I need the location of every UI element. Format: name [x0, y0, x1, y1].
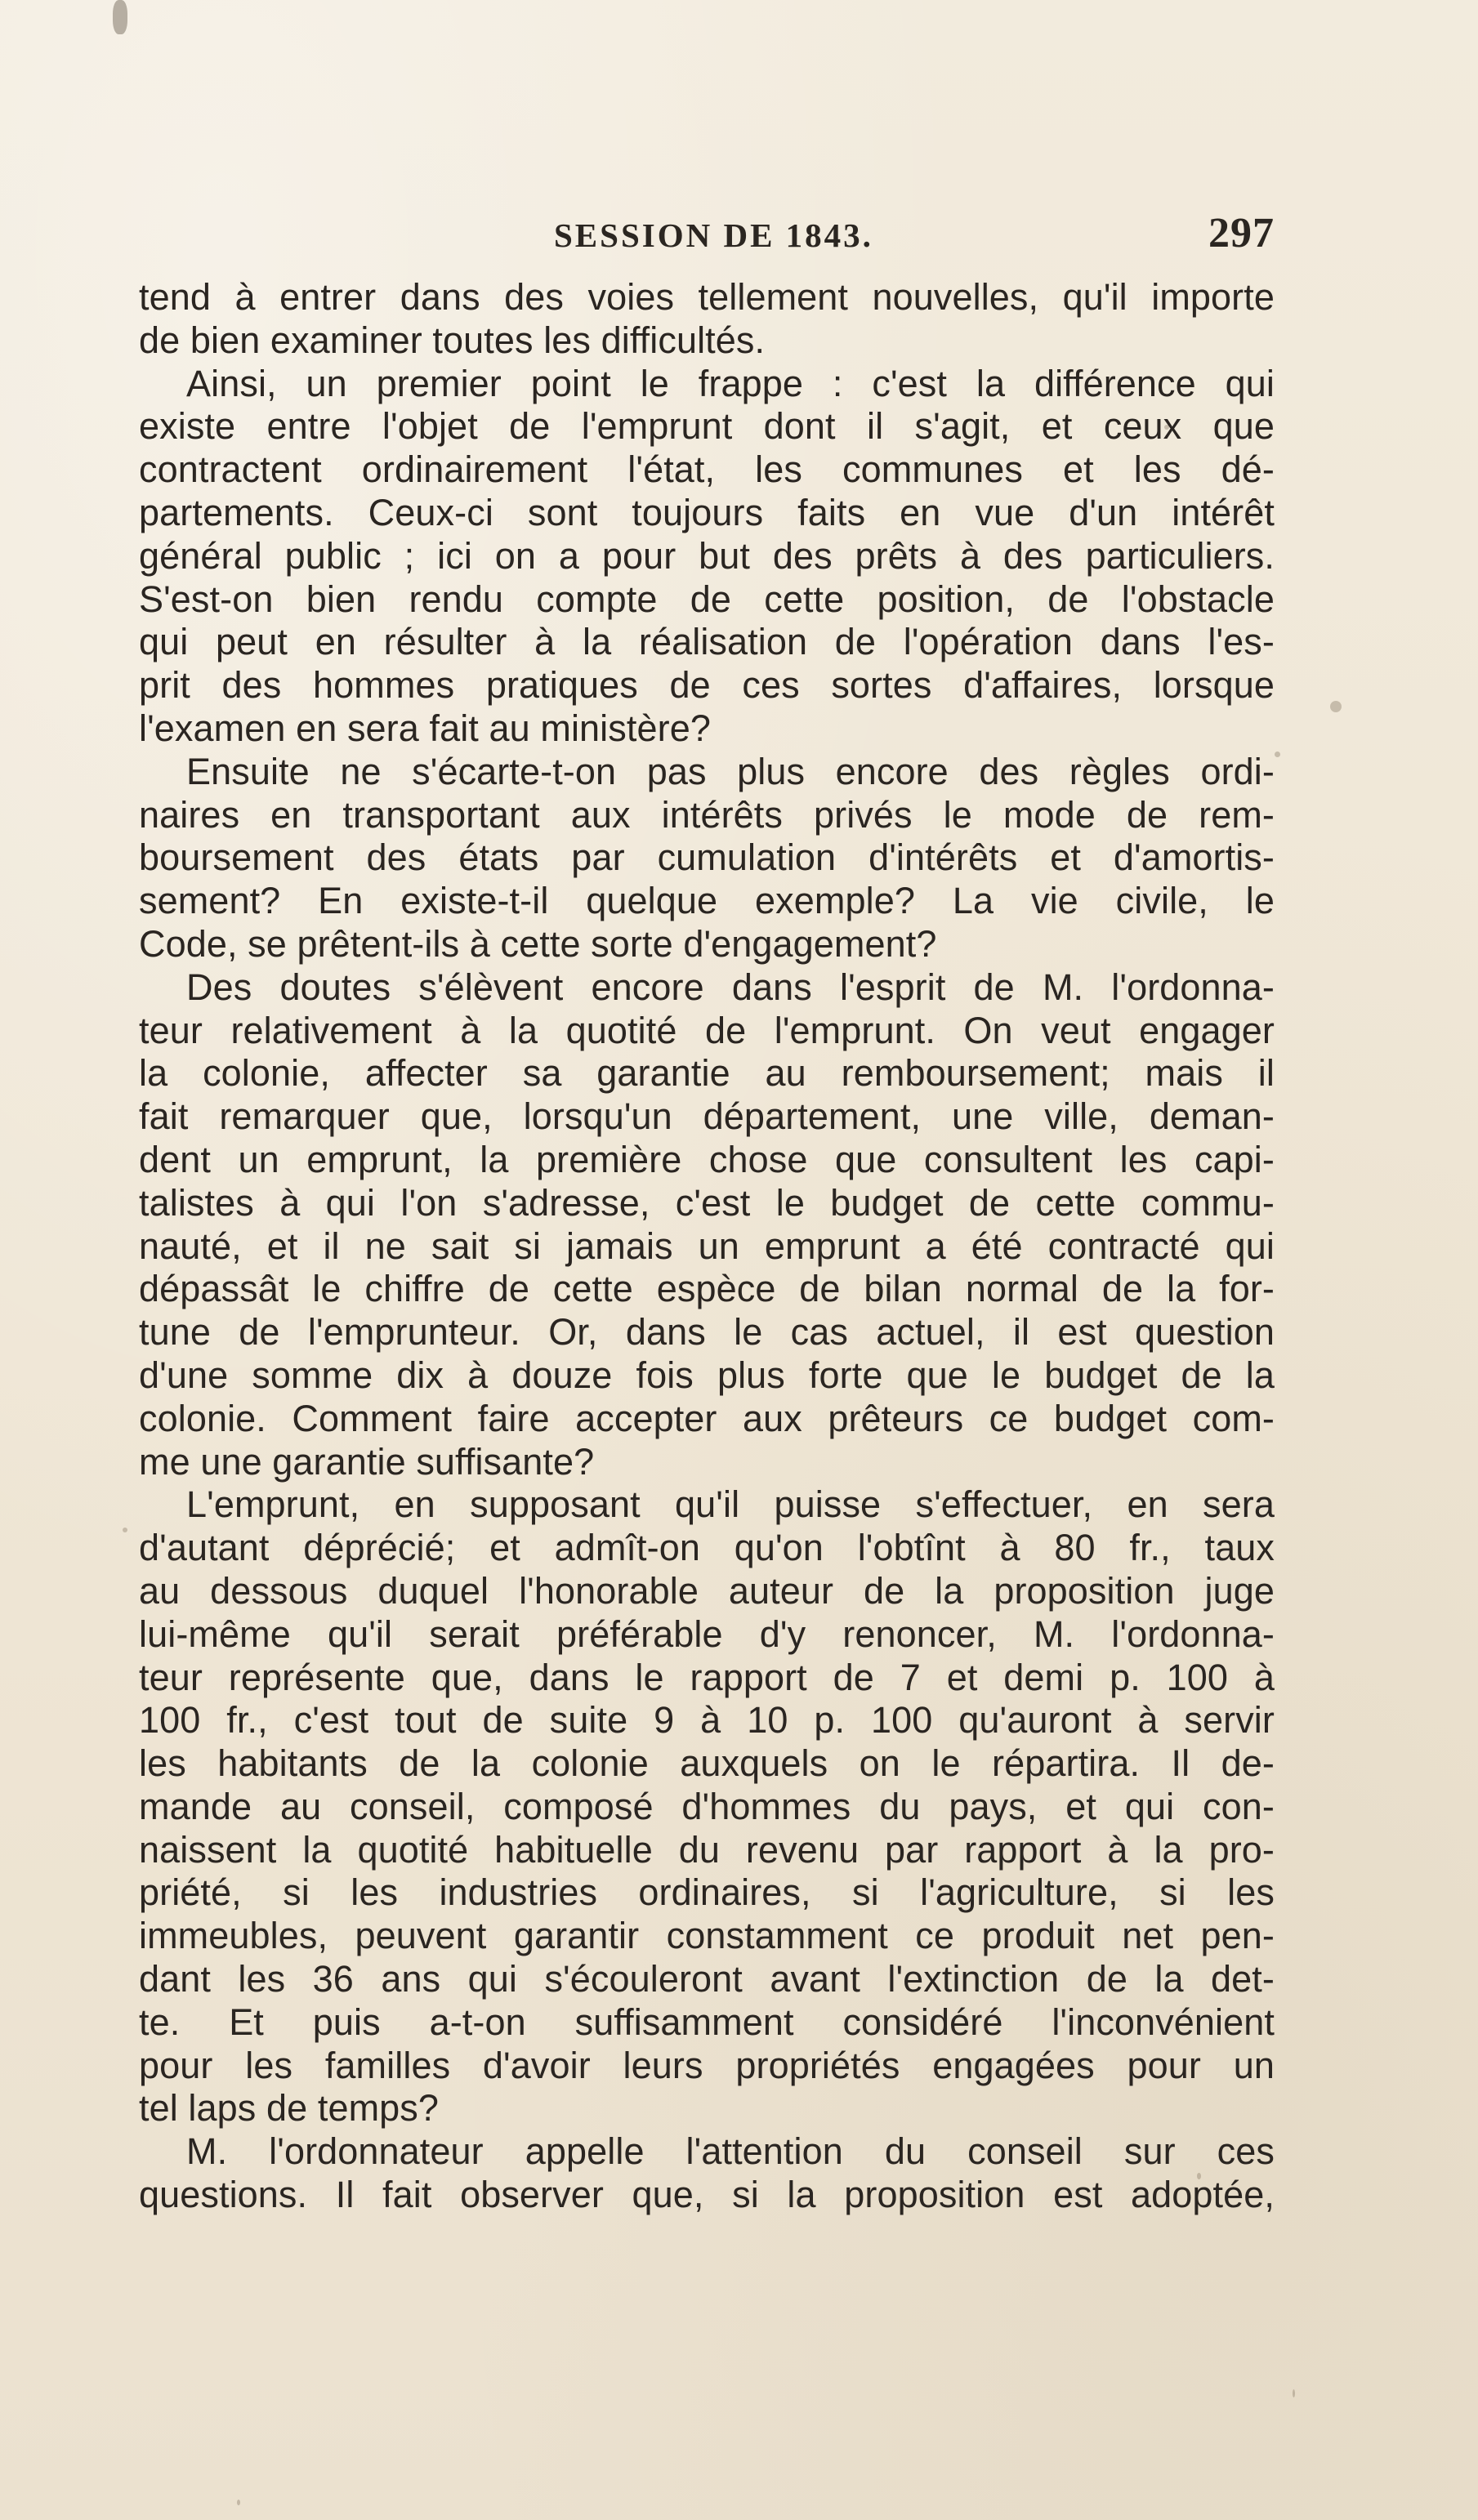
- text-line: questions. Il fait observer que, si la proposition est adoptée,: [139, 2174, 1275, 2216]
- text-line: pour les familles d'avoir leurs propriétés engagées pour un: [139, 2044, 1275, 2086]
- text-line: Code, se prêtent-ils à cette sorte d'engagement?: [139, 922, 937, 965]
- text-line: naires en transportant aux intérêts privés le mode de rem-: [139, 793, 1275, 836]
- text-line: au dessous duquel l'honorable auteur de la proposition juge: [139, 1569, 1275, 1612]
- ink-spot: [1330, 701, 1342, 712]
- body-text: [139, 276, 1275, 2217]
- text-line: partements. Ceux-ci sont toujours faits en vue d'un intérêt: [139, 491, 1275, 533]
- text-line: l'examen en sera fait au ministère?: [139, 707, 711, 749]
- text-line: dépassât le chiffre de cette espèce de bilan normal de la for-: [139, 1268, 1275, 1310]
- text-line: contractent ordinairement l'état, les communes et les dé-: [139, 448, 1275, 491]
- text-line: les habitants de la colonie auxquels on le répartira. Il de-: [139, 1742, 1275, 1785]
- text-line: priété, si les industries ordinaires, si l'agriculture, si les: [139, 1871, 1275, 1914]
- ink-spot: [1275, 752, 1280, 757]
- text-line: général public ; ici on a pour but des prêts à des particuliers.: [139, 534, 1275, 577]
- text-line: naissent la quotité habituelle du revenu par rapport à la pro-: [139, 1828, 1275, 1871]
- text-line: de bien examiner toutes les difficultés.: [139, 319, 766, 361]
- text-line: L'emprunt, en supposant qu'il puisse s'effectuer, en sera: [186, 1483, 1275, 1526]
- text-line: 100 fr., c'est tout de suite 9 à 10 p. 100 qu'auront à servir: [139, 1699, 1275, 1742]
- ink-spot: [237, 2500, 240, 2505]
- text-line: me une garantie suffisante?: [139, 1440, 595, 1483]
- text-line: d'autant déprécié; et admît-on qu'on l'obtînt à 80 fr., taux: [139, 1527, 1275, 1569]
- text-line: tel laps de temps?: [139, 2087, 440, 2130]
- text-line: prit des hommes pratiques de ces sortes d'affaires, lorsque: [139, 664, 1275, 707]
- text-line: talistes à qui l'on s'adresse, c'est le budget de cette commu-: [139, 1181, 1275, 1224]
- text-line: la colonie, affecter sa garantie au remboursement; mais il: [139, 1052, 1275, 1095]
- text-line: nauté, et il ne sait si jamais un emprunt a été contracté qui: [139, 1224, 1275, 1267]
- ink-spot: [123, 1528, 127, 1532]
- text-line: boursement des états par cumulation d'intérêts et d'amortis-: [139, 836, 1275, 879]
- text-line: te. Et puis a-t-on suffisamment considéré l'inconvénient: [139, 2000, 1275, 2043]
- text-line: tune de l'emprunteur. Or, dans le cas actuel, il est question: [139, 1311, 1275, 1354]
- text-line: teur relativement à la quotité de l'emprunt. On veut engager: [139, 1009, 1275, 1051]
- text-line: tend à entrer dans des voies tellement nouvelles, qu'il importe: [139, 276, 1275, 318]
- text-line: S'est-on bien rendu compte de cette position, de l'obstacle: [139, 578, 1275, 620]
- text-line: colonie. Comment faire accepter aux prêteurs ce budget com-: [139, 1397, 1275, 1439]
- text-line: dant les 36 ans qui s'écouleront avant l'extinction de la det-: [139, 1958, 1275, 2000]
- text-line: Ensuite ne s'écarte-t-on pas plus encore des règles ordi-: [186, 750, 1275, 792]
- text-line: existe entre l'objet de l'emprunt dont il s'agit, et ceux que: [139, 405, 1275, 448]
- text-line: Ainsi, un premier point le frappe : c'est la différence qui: [186, 362, 1275, 404]
- text-line: lui-même qu'il serait préférable d'y renoncer, M. l'ordonna-: [139, 1612, 1275, 1655]
- text-line: mande au conseil, composé d'hommes du pays, et qui con-: [139, 1785, 1275, 1827]
- text-line: Des doutes s'élèvent encore dans l'esprit de M. l'ordonna-: [186, 966, 1275, 1008]
- page-number: 297: [1208, 210, 1275, 256]
- text-line: dent un emprunt, la première chose que consultent les capi-: [139, 1138, 1275, 1180]
- text-line: qui peut en résulter à la réalisation de l'opération dans l'es-: [139, 621, 1275, 663]
- text-line: d'une somme dix à douze fois plus forte que le budget de la: [139, 1354, 1275, 1396]
- running-head-title: SESSION DE 1843.: [554, 216, 873, 254]
- text-line: M. l'ordonnateur appelle l'attention du conseil sur ces: [186, 2130, 1275, 2173]
- ink-spot: [1293, 2389, 1295, 2397]
- ink-spot: [113, 0, 127, 34]
- text-line: immeubles, peuvent garantir constamment ce produit net pen-: [139, 1915, 1275, 1957]
- running-head: [139, 209, 1275, 266]
- text-line: sement? En existe-t-il quelque exemple? La vie civile, le: [139, 880, 1275, 922]
- text-line: teur représente que, dans le rapport de 7 et demi p. 100 à: [139, 1656, 1275, 1698]
- text-line: fait remarquer que, lorsqu'un département, une ville, deman-: [139, 1095, 1275, 1138]
